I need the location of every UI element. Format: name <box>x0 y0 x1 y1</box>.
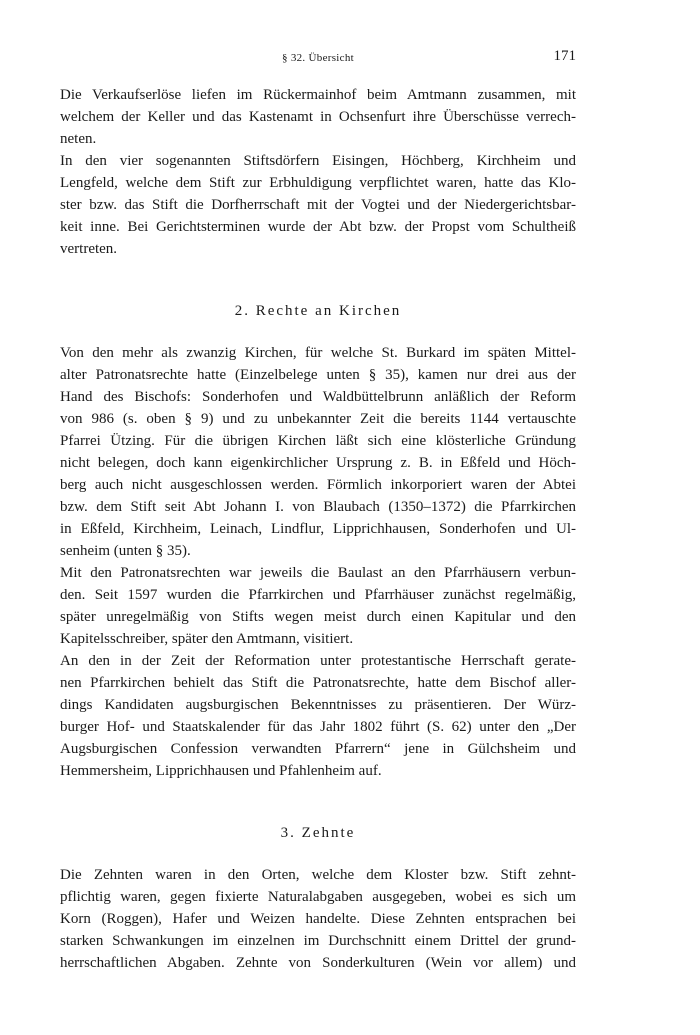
text-line: Von den mehr als zwanzig Kirchen, für welche St. Burkard im späten Mittel- <box>60 345 576 361</box>
spacer <box>60 322 576 342</box>
text-line: nicht belegen, doch kann eigenkirchlicher Ursprung z. B. in Eßfeld und Höch- <box>60 455 576 471</box>
text-line: später unregelmäßig von Stifts wegen meist durch einen Kapitular und den <box>60 609 576 625</box>
paragraph-text <box>60 84 576 150</box>
section-heading-2: 2. Rechte an Kirchen <box>234 303 402 319</box>
text-line: berg auch nicht ausgeschlossen werden. Förmlich inkorporiert waren der Abtei <box>60 477 576 493</box>
text-line: von 986 (s. oben § 9) und zu unbekannter Zeit die bereits 1144 vertauschte <box>60 411 576 427</box>
spacer <box>60 844 576 864</box>
paragraph-intro-2 <box>60 150 576 260</box>
text-line: Die Verkaufserlöse liefen im Rückermainhof beim Amtmann zusammen, mit <box>60 87 576 103</box>
text-line: starken Schwankungen im einzelnen im Durchschnitt einem Drittel der grund- <box>60 933 576 949</box>
text-line: dings Kandidaten augsburgischen Bekenntnisses zu präsentieren. Der Würz- <box>60 697 576 713</box>
section-heading-3: 3. Zehnte <box>280 825 356 841</box>
text-line: in Eßfeld, Kirchheim, Leinach, Lindflur, Lipprichhausen, Sonderhofen und Ul- <box>60 521 576 537</box>
page-number: 171 <box>553 48 576 64</box>
text-line: alter Patronatsrechte hatte (Einzelbelege unten § 35), kamen nur drei aus der <box>60 367 576 383</box>
text-line: Korn (Roggen), Hafer und Weizen handelte. Diese Zehnten entsprachen bei <box>60 911 576 927</box>
text-line: welchem der Keller und das Kastenamt in Ochsenfurt ihre Überschüsse verrech- <box>60 109 576 125</box>
text-line: senheim (unten § 35). <box>60 543 191 559</box>
text-line: herrschaftlichen Abgaben. Zehnte von Sonderkulturen (Wein vor allem) und <box>60 955 576 971</box>
text-line: Lengfeld, welche dem Stift zur Erbhuldigung verpflichtet waren, hatte das Klo- <box>60 175 576 191</box>
paragraph-section3-1 <box>60 864 576 974</box>
spacer <box>60 260 576 300</box>
text-line: Pfarrei Ützing. Für die übrigen Kirchen läßt sich eine klösterliche Gründung <box>60 433 576 449</box>
text-line: Hand des Bischofs: Sonderhofen und Waldbüttelbrunn anläßlich der Reform <box>60 389 576 405</box>
text-line: Augsburgischen Confession verwandten Pfarrern“ jene in Gülchsheim und <box>60 741 576 757</box>
text-line: Mit den Patronatsrechten war jeweils die Baulast an den Pfarrhäusern verbun- <box>60 565 576 581</box>
text-line: burger Hof- und Staatskalender für das Jahr 1802 führt (S. 62) unter den „Der <box>60 719 576 735</box>
paragraph-section2-1 <box>60 342 576 562</box>
spacer <box>60 782 576 822</box>
running-title: § 32. Übersicht <box>281 52 354 64</box>
text-line: nen Pfarrkirchen behielt das Stift die Patronatsrechte, hatte dem Bischof aller- <box>60 675 576 691</box>
text-line: neten. <box>60 131 97 147</box>
text-line: Die Zehnten waren in den Orten, welche dem Kloster bzw. Stift zehnt- <box>60 867 576 883</box>
text-line: keit inne. Bei Gerichtsterminen wurde der Abt bzw. der Propst vom Schultheiß <box>60 219 576 235</box>
paragraph-text <box>60 650 576 782</box>
text-line: In den vier sogenannten Stiftsdörfern Eisingen, Höchberg, Kirchheim und <box>60 153 576 169</box>
paragraph-text <box>60 150 576 260</box>
text-line: Kapitelsschreiber, später den Amtmann, visitiert. <box>60 631 354 647</box>
paragraph-section2-2 <box>60 562 576 650</box>
paragraph-text <box>60 342 576 562</box>
paragraph-text <box>60 562 576 650</box>
paragraph-text <box>60 864 576 974</box>
text-line: An den in der Zeit der Reformation unter protestantische Herrschaft gerate- <box>60 653 576 669</box>
paragraph-section2-3 <box>60 650 576 782</box>
paragraph-intro-1 <box>60 84 576 150</box>
running-head <box>60 48 576 72</box>
text-line: ster bzw. das Stift die Dorfherrschaft mit der Vogtei und der Niedergerichtsbar- <box>60 197 576 213</box>
page <box>60 48 576 974</box>
text-line: pflichtig waren, gegen fixierte Naturalabgaben ausgegeben, wobei es sich um <box>60 889 576 905</box>
text-line: bzw. dem Stift seit Abt Johann I. von Blaubach (1350–1372) die Pfarrkirchen <box>60 499 576 515</box>
text-line: den. Seit 1597 wurden die Pfarrkirchen und Pfarrhäuser zunächst regelmäßig, <box>60 587 576 603</box>
text-line: vertreten. <box>60 241 118 257</box>
text-line: Hemmersheim, Lipprichhausen und Pfahlenheim auf. <box>60 763 382 779</box>
